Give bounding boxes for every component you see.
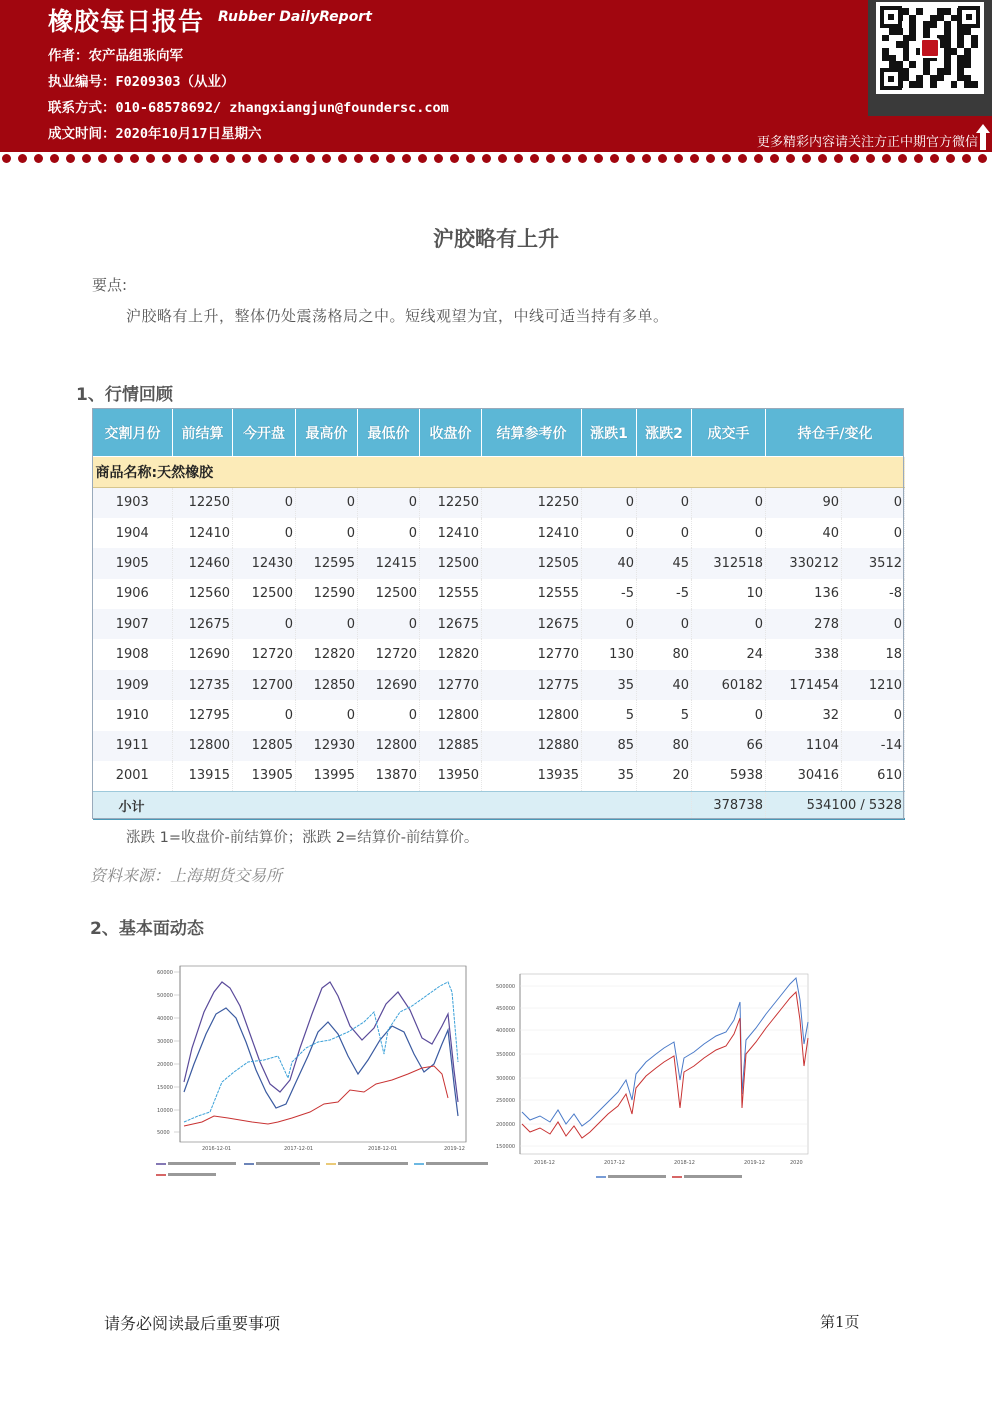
divider-dot [786, 154, 795, 163]
table-row [93, 761, 905, 791]
table-cell: 12800 [358, 731, 420, 761]
svg-text:250000: 250000 [496, 1098, 516, 1104]
divider-dot [274, 154, 283, 163]
table-cell: 0 [842, 700, 905, 730]
table-cell: 0 [358, 700, 420, 730]
col-header: 涨跌1 [582, 409, 637, 457]
table-cell: 12430 [233, 548, 296, 578]
table-cell: 12770 [420, 670, 482, 700]
divider-dot [2, 154, 11, 163]
wechat-prompt: 更多精彩内容请关注方正中期官方微信 [756, 135, 978, 150]
table-cell: 12735 [173, 670, 233, 700]
key-points-text: 沪胶略有上升，整体仍处震荡格局之中。短线观望为宜，中线可适当持有多单。 [126, 307, 669, 325]
divider-dot [34, 154, 43, 163]
table-cell: 12880 [482, 731, 582, 761]
up-arrow-icon [976, 124, 990, 150]
divider-dot [450, 154, 459, 163]
table-cell: 45 [637, 548, 692, 578]
table-cell: 171454 [766, 670, 842, 700]
table-cell: 12800 [173, 731, 233, 761]
divider-dot [242, 154, 251, 163]
divider-dot [434, 154, 443, 163]
table-cell: 12460 [173, 548, 233, 578]
table-cell: 0 [358, 488, 420, 518]
table-header-row [93, 409, 905, 457]
divider-dot [578, 154, 587, 163]
table-cell: 0 [233, 488, 296, 518]
divider-dot [418, 154, 427, 163]
table-row [93, 670, 905, 700]
svg-text:450000: 450000 [496, 1006, 516, 1012]
table-cell: 12505 [482, 548, 582, 578]
svg-text:30000: 30000 [157, 1039, 173, 1045]
table-cell: 1907 [93, 609, 173, 639]
table-cell: 1909 [93, 670, 173, 700]
divider-dot [178, 154, 187, 163]
table-cell: 0 [692, 609, 766, 639]
table-row [93, 609, 905, 639]
table-cell: 0 [842, 488, 905, 518]
table-cell: 0 [582, 488, 637, 518]
table-cell: 1210 [842, 670, 905, 700]
divider-dot [66, 154, 75, 163]
col-header: 前结算 [173, 409, 233, 457]
table-cell: 12675 [173, 609, 233, 639]
divider-dot [626, 154, 635, 163]
table-cell: 0 [692, 700, 766, 730]
section-heading-fundamentals: 2、基本面动态 [90, 919, 204, 939]
svg-text:300000: 300000 [496, 1076, 516, 1082]
fundamentals-chart-image-right [494, 962, 818, 1184]
report-series-title: 橡胶每日报告 [48, 7, 205, 36]
divider-dot [338, 154, 347, 163]
table-cell: 60182 [692, 670, 766, 700]
svg-text:40000: 40000 [157, 1016, 173, 1022]
table-cell: 338 [766, 639, 842, 669]
col-header: 持仓手/变化 [766, 409, 905, 457]
table-cell: 0 [692, 488, 766, 518]
divider-dot [82, 154, 91, 163]
table-cell: 0 [296, 488, 358, 518]
category-row [93, 457, 905, 488]
divider-dot [402, 154, 411, 163]
divider-dot [130, 154, 139, 163]
svg-text:2020: 2020 [790, 1160, 803, 1166]
market-data-table [92, 408, 905, 820]
table-cell: 12800 [420, 700, 482, 730]
table-cell: 35 [582, 761, 637, 791]
svg-text:150000: 150000 [496, 1144, 516, 1150]
divider-dot [834, 154, 843, 163]
date-line: 成文时间：2020年10月17日星期六 [48, 126, 262, 142]
table-cell: 0 [296, 609, 358, 639]
divider-dot [642, 154, 651, 163]
table-cell: 30416 [766, 761, 842, 791]
page-number: 第1页 [820, 1313, 860, 1331]
key-points-label: 要点: [92, 276, 128, 294]
subtotal-row [93, 791, 905, 819]
table-cell: 35 [582, 670, 637, 700]
svg-text:60000: 60000 [157, 970, 173, 976]
table-cell: 13950 [420, 761, 482, 791]
table-cell: 40 [582, 548, 637, 578]
divider-dot [802, 154, 811, 163]
table-cell: 12675 [420, 609, 482, 639]
table-cell: 1910 [93, 700, 173, 730]
data-source: 资料来源：上海期货交易所 [90, 866, 283, 885]
divider-dot [546, 154, 555, 163]
table-cell: 12820 [420, 639, 482, 669]
divider-dot [866, 154, 875, 163]
table-cell: 12250 [482, 488, 582, 518]
col-header: 最低价 [358, 409, 420, 457]
divider-dot [482, 154, 491, 163]
table-cell: 20 [637, 761, 692, 791]
table-cell: 2001 [93, 761, 173, 791]
table-cell: 12250 [173, 488, 233, 518]
svg-text:2016-12: 2016-12 [534, 1160, 555, 1166]
table-cell: 12410 [173, 518, 233, 548]
table-cell: 12775 [482, 670, 582, 700]
svg-text:350000: 350000 [496, 1052, 516, 1058]
svg-text:2018-12-01: 2018-12-01 [368, 1146, 398, 1152]
divider-dot [818, 154, 827, 163]
divider-dot [210, 154, 219, 163]
divider-dot [98, 154, 107, 163]
table-cell: 12795 [173, 700, 233, 730]
divider-dot [466, 154, 475, 163]
table-cell: 12675 [482, 609, 582, 639]
table-cell: 0 [358, 518, 420, 548]
table-row [93, 548, 905, 578]
table-cell: 12410 [482, 518, 582, 548]
table-cell: 13905 [233, 761, 296, 791]
svg-text:2016-12-01: 2016-12-01 [202, 1146, 232, 1152]
table-cell: 0 [358, 609, 420, 639]
table-cell: 1908 [93, 639, 173, 669]
col-header: 收盘价 [420, 409, 482, 457]
table-cell: 1903 [93, 488, 173, 518]
svg-text:2017-12-01: 2017-12-01 [284, 1146, 314, 1152]
table-cell: 12410 [420, 518, 482, 548]
table-row [93, 731, 905, 761]
table-note: 涨跌 1=收盘价-前结算价；涨跌 2=结算价-前结算价。 [126, 830, 479, 846]
table-cell: 12500 [233, 579, 296, 609]
table-row [93, 700, 905, 730]
divider-dot [690, 154, 699, 163]
footer-disclaimer: 请务必阅读最后重要事项 [104, 1314, 281, 1333]
svg-text:500000: 500000 [496, 984, 516, 990]
table-cell: 13915 [173, 761, 233, 791]
table-cell: -5 [637, 579, 692, 609]
col-header: 今开盘 [233, 409, 296, 457]
author-line: 作者：农产品组张向军 [48, 48, 183, 64]
col-header: 成交手 [692, 409, 766, 457]
divider-dot [738, 154, 747, 163]
table-cell: 12560 [173, 579, 233, 609]
table-cell: 5938 [692, 761, 766, 791]
table-cell: 12720 [358, 639, 420, 669]
table-cell: 3512 [842, 548, 905, 578]
table-cell: 66 [692, 731, 766, 761]
category-label: 商品名称:天然橡胶 [93, 457, 905, 488]
table-row [93, 518, 905, 548]
table-cell: 12690 [358, 670, 420, 700]
subtotal-label: 小计 [93, 791, 692, 819]
divider-dot [258, 154, 267, 163]
svg-text:5000: 5000 [157, 1130, 170, 1136]
table-cell: 0 [692, 518, 766, 548]
table-cell: 0 [582, 609, 637, 639]
table-cell: 0 [296, 700, 358, 730]
table-cell: 136 [766, 579, 842, 609]
table-cell: 12500 [420, 548, 482, 578]
license-line: 执业编号：F0209303（从业） [48, 74, 235, 90]
table-cell: 18 [842, 639, 905, 669]
svg-text:2017-12: 2017-12 [604, 1160, 625, 1166]
table-row [93, 579, 905, 609]
table-cell: 0 [582, 518, 637, 548]
divider-dot [706, 154, 715, 163]
svg-text:400000: 400000 [496, 1028, 516, 1034]
subtotal-volume: 378738 [692, 791, 766, 819]
report-header [0, 0, 992, 168]
table-cell: 32 [766, 700, 842, 730]
fundamentals-chart-image-left [152, 952, 494, 1184]
table-cell: 80 [637, 639, 692, 669]
wechat-qr-code-icon [876, 2, 984, 94]
svg-text:200000: 200000 [496, 1122, 516, 1128]
divider-dot [50, 154, 59, 163]
table-cell: 1911 [93, 731, 173, 761]
table-cell: 12700 [233, 670, 296, 700]
table-cell: 130 [582, 639, 637, 669]
table-cell: 85 [582, 731, 637, 761]
table-cell: 80 [637, 731, 692, 761]
divider-dot [914, 154, 923, 163]
divider-dot [530, 154, 539, 163]
divider-dot [882, 154, 891, 163]
table-cell: -5 [582, 579, 637, 609]
report-series-subtitle: Rubber DailyReport [218, 9, 372, 25]
table-cell: 312518 [692, 548, 766, 578]
divider-dot [978, 154, 987, 163]
table-cell: 330212 [766, 548, 842, 578]
table-row [93, 639, 905, 669]
svg-text:15000: 15000 [157, 1085, 173, 1091]
contact-line: 联系方式：010-68578692/ zhangxiangjun@foundersc.com [48, 100, 449, 116]
svg-text:10000: 10000 [157, 1108, 173, 1114]
table-cell: 12500 [358, 579, 420, 609]
table-cell: 0 [233, 700, 296, 730]
divider-dot [930, 154, 939, 163]
table-cell: 610 [842, 761, 905, 791]
divider-dot [514, 154, 523, 163]
table-cell: 13870 [358, 761, 420, 791]
divider-dot [370, 154, 379, 163]
table-cell: 12805 [233, 731, 296, 761]
col-header: 结算参考价 [482, 409, 582, 457]
svg-text:2019-12: 2019-12 [744, 1160, 765, 1166]
divider-dot [962, 154, 971, 163]
divider-dot [722, 154, 731, 163]
svg-text:20000: 20000 [157, 1062, 173, 1068]
divider-dot [674, 154, 683, 163]
divider-dot [290, 154, 299, 163]
subtotal-open-interest: 534100 / 5328 [766, 791, 905, 819]
table-cell: 12850 [296, 670, 358, 700]
table-cell: 0 [233, 518, 296, 548]
table-cell: 1904 [93, 518, 173, 548]
svg-text:50000: 50000 [157, 993, 173, 999]
divider-dot [194, 154, 203, 163]
table-cell: 40 [766, 518, 842, 548]
table-cell: 0 [637, 518, 692, 548]
table-cell: 12415 [358, 548, 420, 578]
table-cell: 24 [692, 639, 766, 669]
divider-dot [946, 154, 955, 163]
table-cell: 10 [692, 579, 766, 609]
table-cell: 0 [637, 488, 692, 518]
divider-dot [114, 154, 123, 163]
table-cell: 90 [766, 488, 842, 518]
col-header: 交割月份 [93, 409, 173, 457]
table-cell: 12250 [420, 488, 482, 518]
table-cell: 5 [637, 700, 692, 730]
divider-dot [498, 154, 507, 163]
divider-dot [754, 154, 763, 163]
divider-dot [850, 154, 859, 163]
divider-dot [594, 154, 603, 163]
table-row [93, 488, 905, 518]
svg-text:2018-12: 2018-12 [674, 1160, 695, 1166]
divider-dot [162, 154, 171, 163]
table-cell: -14 [842, 731, 905, 761]
divider-dot [770, 154, 779, 163]
table-cell: 12555 [482, 579, 582, 609]
divider-dot [226, 154, 235, 163]
table-cell: 40 [637, 670, 692, 700]
table-cell: 12820 [296, 639, 358, 669]
section-heading-market-review: 1、行情回顾 [76, 385, 173, 405]
table-cell: 5 [582, 700, 637, 730]
table-cell: 12720 [233, 639, 296, 669]
table-cell: 12595 [296, 548, 358, 578]
table-cell: 12555 [420, 579, 482, 609]
table-cell: 1905 [93, 548, 173, 578]
divider-dot [146, 154, 155, 163]
divider-dot [306, 154, 315, 163]
col-header: 涨跌2 [637, 409, 692, 457]
divider-dot [322, 154, 331, 163]
table-cell: 1906 [93, 579, 173, 609]
table-cell: 12800 [482, 700, 582, 730]
table-cell: 1104 [766, 731, 842, 761]
table-cell: 12885 [420, 731, 482, 761]
table-cell: 12930 [296, 731, 358, 761]
header-dotted-divider [0, 154, 992, 166]
divider-dot [562, 154, 571, 163]
table-cell: 12770 [482, 639, 582, 669]
report-title: 沪胶略有上升 [433, 227, 559, 251]
table-cell: 12590 [296, 579, 358, 609]
table-cell: 13995 [296, 761, 358, 791]
divider-dot [354, 154, 363, 163]
divider-dot [386, 154, 395, 163]
divider-dot [658, 154, 667, 163]
founder-logo-icon [920, 38, 940, 58]
table-cell: 12690 [173, 639, 233, 669]
table-cell: 0 [842, 518, 905, 548]
table-cell: 0 [637, 609, 692, 639]
table-cell: 0 [233, 609, 296, 639]
svg-text:2019-12: 2019-12 [444, 1146, 465, 1152]
table-cell: 0 [296, 518, 358, 548]
divider-dot [610, 154, 619, 163]
table-cell: 13935 [482, 761, 582, 791]
col-header: 最高价 [296, 409, 358, 457]
table-cell: 0 [842, 609, 905, 639]
divider-dot [898, 154, 907, 163]
divider-dot [18, 154, 27, 163]
table-cell: -8 [842, 579, 905, 609]
table-cell: 278 [766, 609, 842, 639]
